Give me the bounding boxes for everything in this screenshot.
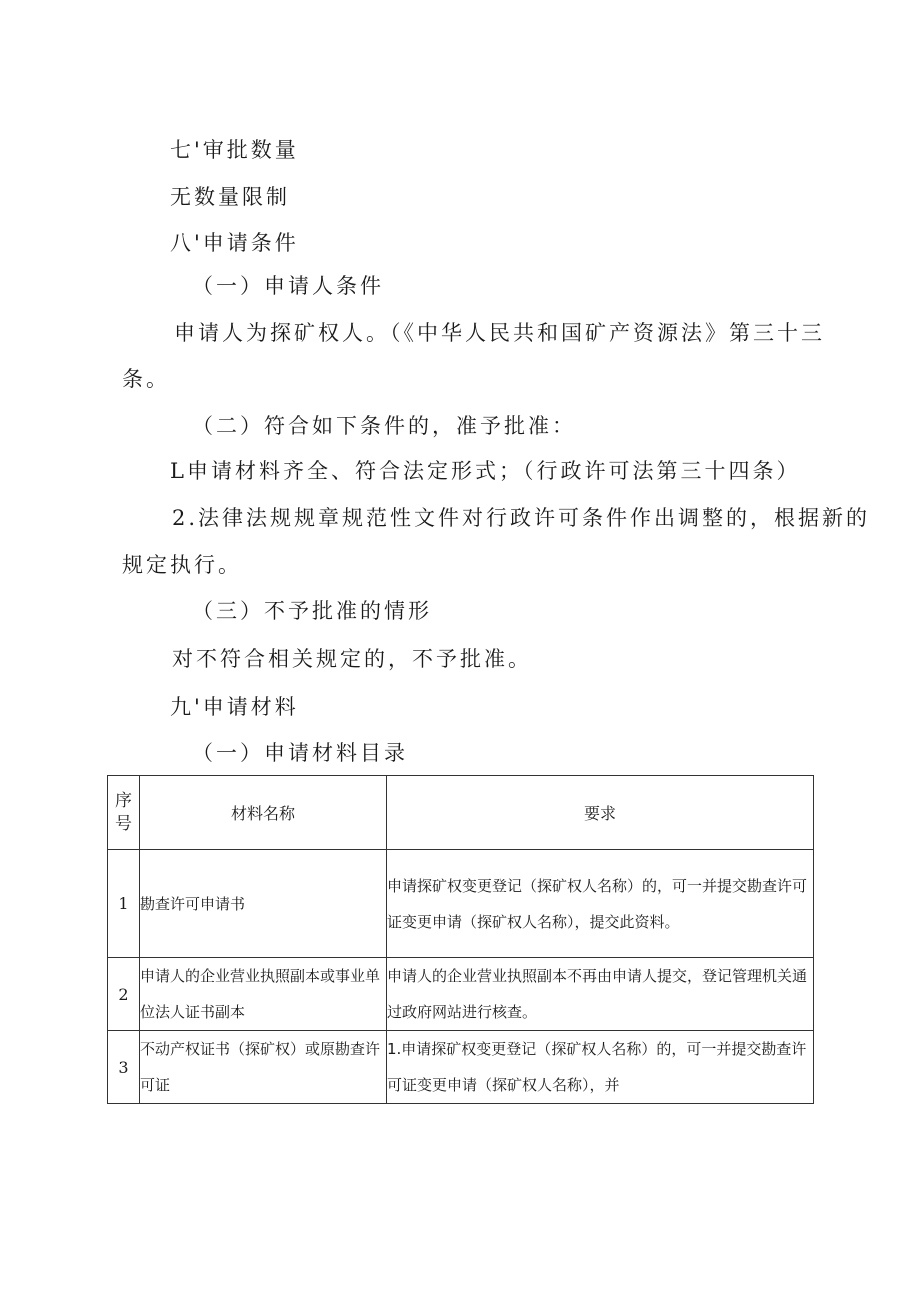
paragraph-no-limit: 无数量限制 bbox=[170, 185, 290, 209]
subheading-applicant-conditions: （一）申请人条件 bbox=[192, 274, 384, 298]
paragraph-condition-2-cont: 规定执行。 bbox=[122, 553, 242, 577]
paragraph-applicant-text-cont: 条。 bbox=[122, 367, 170, 391]
paragraph-applicant-text: 申请人为探矿权人。（《中华人民共和国矿产资源法》第三十三 bbox=[174, 321, 825, 345]
table-row bbox=[108, 850, 814, 958]
paragraph-rejection: 对不符合相关规定的，不予批准。 bbox=[172, 647, 532, 671]
section-heading-application-conditions: 八'申请条件 bbox=[170, 231, 299, 255]
header-material-name: 材料名称 bbox=[140, 776, 387, 850]
header-requirement: 要求 bbox=[387, 776, 814, 850]
header-serial-number: 序号 bbox=[108, 776, 140, 850]
paragraph-condition-1: L申请材料齐全、符合法定形式；（行政许可法第三十四条） bbox=[170, 459, 801, 483]
table-row bbox=[108, 1031, 814, 1104]
section-heading-approval-quantity: 七'审批数量 bbox=[170, 138, 299, 162]
subheading-rejection: （三）不予批准的情形 bbox=[192, 599, 432, 623]
materials-table bbox=[107, 775, 814, 1104]
paragraph-condition-2: 2.法律法规规章规范性文件对行政许可条件作出调整的，根据新的 bbox=[172, 506, 871, 530]
material-requirement: 申请探矿权变更登记（探矿权人名称）的，可一并提交勘查许可证变更申请（探矿权人名称），提交此资料。 bbox=[387, 850, 814, 958]
material-name: 申请人的企业营业执照副本或事业单位法人证书副本 bbox=[140, 958, 387, 1031]
table-row bbox=[108, 958, 814, 1031]
section-heading-application-materials: 九'申请材料 bbox=[170, 695, 299, 719]
material-requirement: 申请人的企业营业执照副本不再由申请人提交，登记管理机关通过政府网站进行核查。 bbox=[387, 958, 814, 1031]
material-requirement: 1.申请探矿权变更登记（探矿权人名称）的，可一并提交勘查许可证变更申请（探矿权人名称），并 bbox=[387, 1031, 814, 1104]
material-name: 不动产权证书（探矿权）或原勘查许可证 bbox=[140, 1031, 387, 1104]
row-number: 2 bbox=[108, 958, 140, 1031]
row-number: 1 bbox=[108, 850, 140, 958]
subheading-approval-conditions: （二）符合如下条件的，准予批准： bbox=[192, 414, 576, 438]
row-number: 3 bbox=[108, 1031, 140, 1104]
subheading-materials-catalog: （一）申请材料目录 bbox=[192, 741, 408, 765]
material-name: 勘查许可申请书 bbox=[140, 850, 387, 958]
